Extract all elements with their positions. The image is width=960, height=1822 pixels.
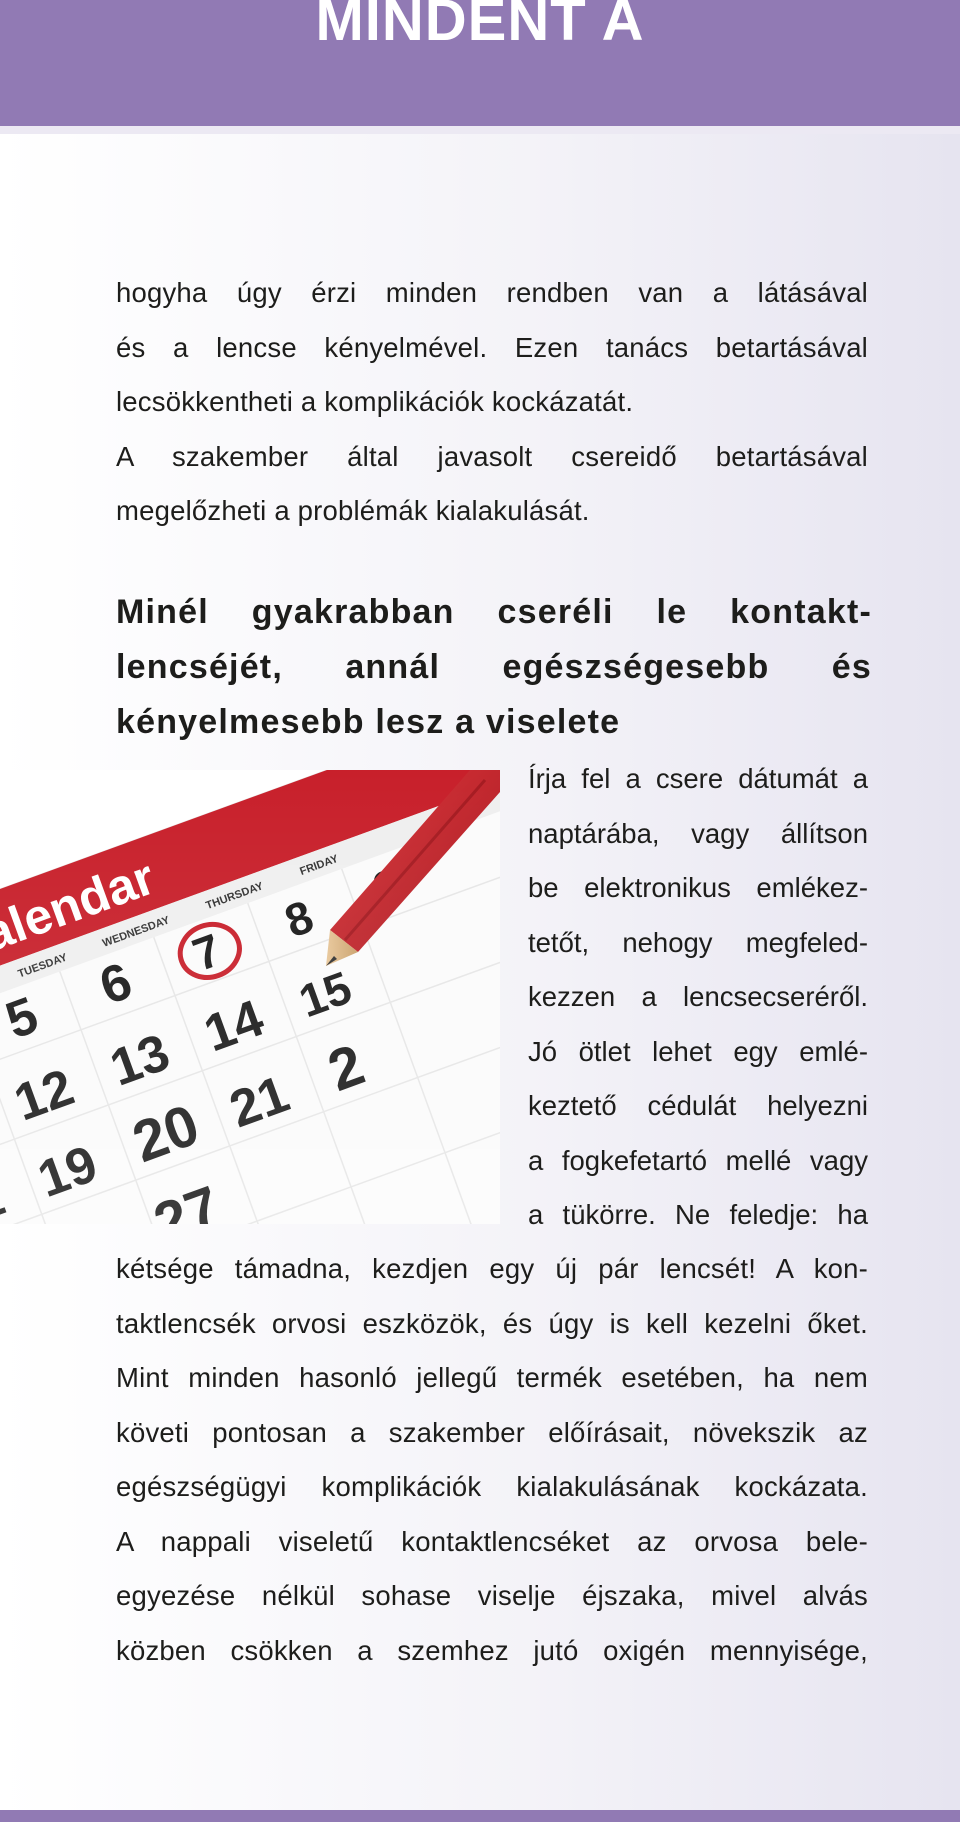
side-line: Írja fel a csere dátumát a	[528, 763, 868, 794]
intro-line: megelőzheti a problémák kialakulását.	[116, 495, 590, 526]
intro-line: hogyha úgy érzi minden rendben van a látásával	[116, 277, 868, 308]
calendar-image	[0, 770, 500, 1224]
intro-line: és a lencse kényelmével. Ezen tanács betartásával	[116, 331, 868, 363]
heading-line: lencséjét, annál egészségesebb és	[116, 648, 872, 686]
footer-band	[0, 1810, 960, 1822]
heading-line: Minél gyakrabban cseréli le kontakt-	[116, 593, 872, 631]
page-title: MINDENT A	[315, 0, 645, 53]
main-line: taktlencsék orvosi eszközök, és úgy is kell kezelni őket.	[116, 1307, 868, 1339]
header-band	[0, 0, 960, 126]
side-line: Jó ötlet lehet egy emlé-	[528, 1035, 868, 1067]
main-line: Mint minden hasonló jellegű termék esetében, ha nem	[116, 1362, 868, 1393]
intro-paragraph	[116, 266, 868, 539]
side-line: be elektronikus emlékez-	[528, 872, 868, 903]
main-paragraph	[116, 1242, 868, 1678]
side-line: a fogkefetartó mellé vagy	[528, 1144, 868, 1176]
side-line: tetőt, nehogy megfeled-	[528, 926, 868, 958]
main-line: A nappali viseletű kontaktlencséket az orvosa bele-	[116, 1525, 868, 1557]
section-heading	[116, 585, 872, 750]
main-line: követi pontosan a szakember előírásait, növekszik az	[116, 1416, 868, 1448]
main-line: kétsége támadna, kezdjen egy új pár lencsét! A kon-	[116, 1253, 868, 1284]
header-divider	[0, 126, 960, 134]
main-line: egészségügyi komplikációk kialakulásának kockázata.	[116, 1471, 868, 1502]
side-line: a tükörre. Ne feledje: ha	[528, 1199, 868, 1230]
intro-line: lecsökkentheti a komplikációk kockázatát.	[116, 386, 634, 417]
intro-line: A szakember által javasolt csereidő betartásával	[116, 440, 868, 472]
side-line: keztető cédulát helyezni	[528, 1090, 868, 1121]
main-line: közben csökken a szemhez jutó oxigén mennyisége,	[116, 1634, 868, 1666]
side-line: naptárába, vagy állítson	[528, 817, 868, 849]
side-line: kezzen a lencsecseréről.	[528, 981, 868, 1012]
heading-line: kényelmesebb lesz a viselete	[116, 703, 621, 741]
main-line: egyezése nélkül sohase viselje éjszaka, mivel alvás	[116, 1580, 868, 1611]
calendar-illustration	[0, 770, 500, 1224]
side-paragraph	[528, 752, 868, 1243]
